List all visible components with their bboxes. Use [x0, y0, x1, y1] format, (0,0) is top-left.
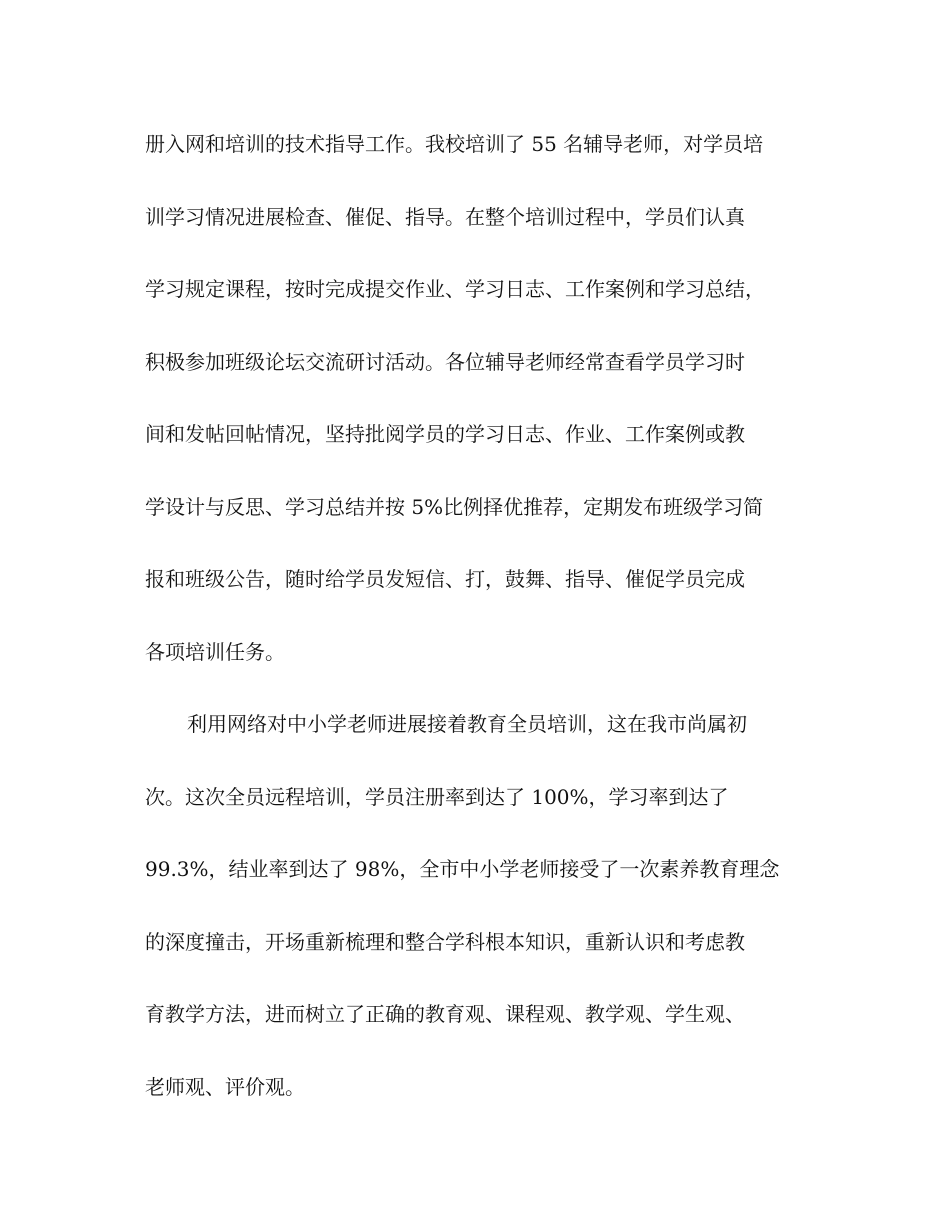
text-line: 训学习情况进展检查、催促、指导。在整个培训过程中，学员们认真 — [145, 204, 745, 229]
text-line: 册入网和培训的技术指导工作。我校培训了 55 名辅导老师，对学员培 — [145, 132, 764, 156]
text-line: 报和班级公告，随时给学员发短信、打，鼓舞、指导、催促学员完成 — [145, 567, 745, 591]
text-line: 积极参加班级论坛交流研讨活动。各位辅导老师经常查看学员学习时 — [145, 349, 745, 374]
text-line: 间和发帖回帖情况，坚持批阅学员的学习日志、作业、工作案例或教 — [145, 422, 745, 446]
body-text — [145, 118, 815, 1133]
text-line: 的深度撞击，开场重新梳理和整合学科根本知识，重新认识和考虑教 — [145, 929, 745, 954]
text-line: 各项培训任务。 — [145, 639, 285, 664]
text-line: 99.3%，结业率到达了 98%，全市中小学老师接受了一次素养教育理念 — [145, 857, 780, 881]
text-line: 学设计与反思、学习总结并按 5%比例择优推荐，定期发布班级学习简 — [145, 494, 764, 519]
text-line: 学习规定课程，按时完成提交作业、学习日志、工作案例和学习总结， — [145, 277, 765, 301]
text-line: 利用网络对中小学老师进展接着教育全员培训，这在我市尚属初 — [187, 712, 747, 736]
text-line: 次。这次全员远程培训，学员注册率到达了 100%，学习率到达了 — [145, 784, 729, 809]
text-line: 老师观、评价观。 — [145, 1074, 305, 1099]
text-line: 育教学方法，进而树立了正确的教育观、课程观、教学观、学生观、 — [145, 1002, 745, 1026]
